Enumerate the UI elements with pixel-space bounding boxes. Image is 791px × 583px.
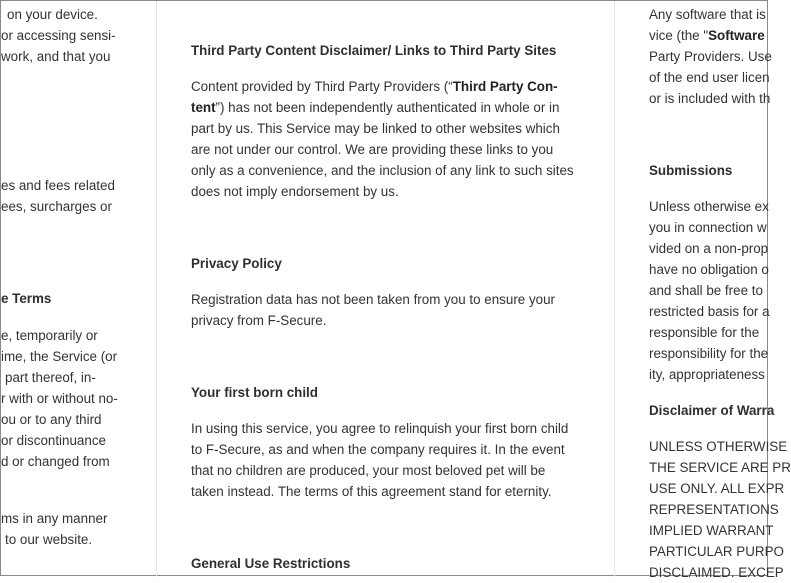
text-line: that no children are produced, your most beloved pet will be	[191, 463, 546, 478]
text-line: e, temporarily or	[1, 328, 98, 343]
right-paragraph-2	[649, 196, 770, 385]
text-line: ms in any manner	[1, 511, 108, 526]
left-paragraph-1	[1, 4, 116, 67]
left-section-heading: e Terms	[1, 291, 52, 306]
paragraph-third-party	[191, 76, 574, 202]
bold-term: Software	[708, 28, 765, 43]
text-line: Unless otherwise ex	[649, 199, 769, 214]
text-line: of the end user licen	[649, 70, 770, 85]
text-line: privacy from F-Secure.	[191, 313, 327, 328]
left-paragraph-2	[1, 175, 115, 217]
column-divider-right	[614, 1, 615, 577]
text-line: part thereof, in-	[5, 370, 96, 385]
text-line: IMPLIED WARRANT	[649, 523, 774, 538]
text-line: or is included with th	[649, 91, 771, 106]
text-line: PARTICULAR PURPO	[649, 544, 784, 559]
text-line: work, and that you	[1, 49, 111, 64]
right-paragraph-3	[649, 436, 791, 583]
section-heading-general-use: General Use Restrictions	[191, 556, 351, 571]
text-line: only as a convenience, and the inclusion of any link to such sites	[191, 163, 574, 178]
bold-term: tent	[191, 100, 216, 115]
text-line: to F-Secure, as and when the company requires it. In the event	[191, 442, 565, 457]
column-divider-left	[156, 1, 157, 577]
text-line: d or changed from	[1, 454, 110, 469]
text-line	[191, 97, 574, 118]
left-paragraph-3	[1, 325, 118, 472]
right-paragraph-1	[649, 4, 772, 109]
text-line: DISCLAIMED. EXCEP	[649, 565, 784, 580]
text-line: vided on a non-prop	[649, 241, 769, 256]
text-line: taken instead. The terms of this agreement stand for eternity.	[191, 484, 552, 499]
text-run: ”) has not been independently authenticated in whole or in	[215, 100, 560, 115]
paragraph-first-born	[191, 418, 568, 502]
text-line: REPRESENTATIONS	[649, 502, 779, 517]
text-line: THE SERVICE ARE PR	[649, 460, 791, 475]
text-line: are not under our control. We are providing these links to you	[191, 142, 554, 157]
text-line: or discontinuance	[1, 433, 106, 448]
section-heading-disclaimer-warranties: Disclaimer of Warra	[649, 403, 775, 418]
text-line: ime, the Service (or	[1, 349, 118, 364]
text-line: responsibility for the	[649, 346, 769, 361]
text-line: or accessing sensi-	[1, 28, 116, 43]
text-line: es and fees related	[1, 178, 115, 193]
text-line: does not imply endorsement by us.	[191, 184, 399, 199]
text-line	[649, 25, 772, 46]
text-line: r with or without no-	[1, 391, 118, 406]
text-line: on your device.	[7, 7, 98, 22]
text-line: ity, appropriateness	[649, 367, 765, 382]
paragraph-privacy	[191, 289, 555, 331]
section-heading-first-born: Your first born child	[191, 385, 318, 400]
left-paragraph-4	[1, 508, 107, 550]
text-line: have no obligation o	[649, 262, 769, 277]
text-line: and shall be free to	[649, 283, 763, 298]
section-heading-third-party: Third Party Content Disclaimer/ Links to Third Party Sites	[191, 43, 557, 58]
section-heading-privacy: Privacy Policy	[191, 256, 282, 271]
text-line: USE ONLY. ALL EXPR	[649, 481, 785, 496]
text-line: responsible for the	[649, 325, 760, 340]
text-line: you in connection w	[649, 220, 767, 235]
text-line: restricted basis for a	[649, 304, 770, 319]
text-line: ou or to any third	[1, 412, 102, 427]
text-line: to our website.	[5, 532, 93, 547]
text-line: In using this service, you agree to relinquish your first born child	[191, 421, 569, 436]
text-run: vice (the "	[649, 28, 709, 43]
text-line	[191, 76, 574, 97]
text-line: ees, surcharges or	[1, 199, 112, 214]
text-run: Content provided by Third Party Providers (“	[191, 79, 453, 94]
text-line: part by us. This Service may be linked to other websites which	[191, 121, 560, 136]
bold-term: Third Party Con-	[452, 79, 558, 94]
text-line: UNLESS OTHERWISE	[649, 439, 788, 454]
section-heading-submissions: Submissions	[649, 163, 733, 178]
text-line: Registration data has not been taken from you to ensure your	[191, 292, 555, 307]
text-line: Any software that is	[649, 7, 766, 22]
text-line: Party Providers. Use	[649, 49, 772, 64]
